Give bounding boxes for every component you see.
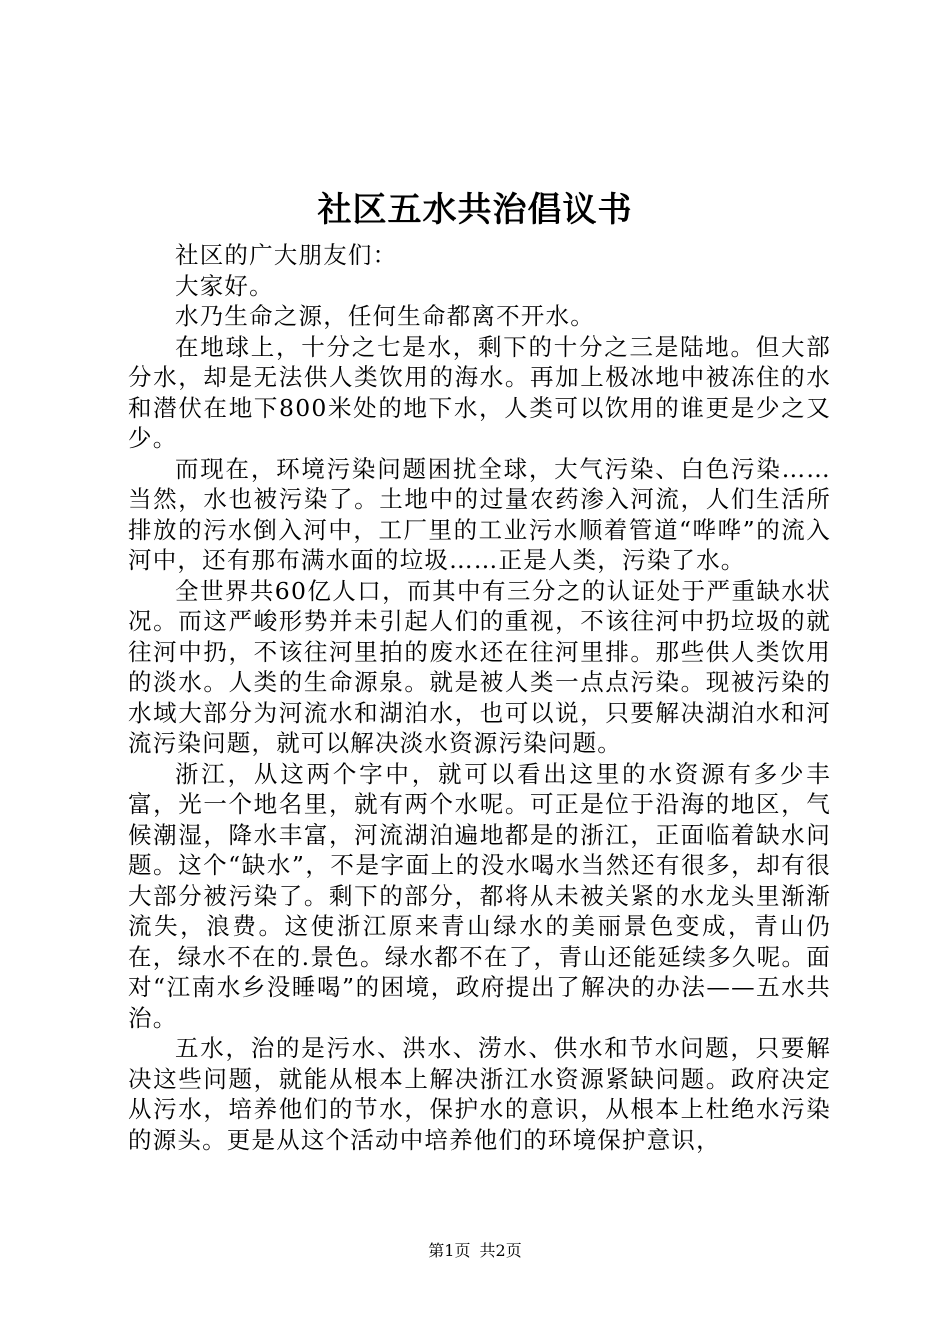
paragraph-hello: 大家好。 [175,271,274,300]
paragraph-greeting: 社区的广大朋友们： [175,241,398,269]
page-total: 共2页 [479,1241,522,1260]
document-title: 社区五水共治倡议书 [317,190,633,230]
document-body [128,240,831,1155]
page-number: 第1页 [428,1241,471,1260]
paragraph-zhejiang: 浙江，从这两个字中，就可以看出这里的水资源有多少丰富，光一个地名里，就有两个水呢。可正是位于沿海的地区，气候潮湿，降水丰富，河流湖泊遍地都是的浙江，正面临着缺水问题。这个“缺水”，不是字面上的没水喝水当然还有很多，却有很大部分被污染了。剩下的部分，都将从未被关紧的水龙头里渐渐流失，浪费。这使浙江原来青山绿水的美丽景色变成，青山仍在，绿水不在的.景色。绿水都不在了，青山还能延续多久呢。面对“江南水乡没睡喝”的困境，政府提出了解决的办法——五水共治。 [128,759,831,1032]
paragraph-world-shortage: 全世界共60亿人口，而其中有三分之的认证处于严重缺水状况。而这严峻形势并未引起人们的重视，不该往河中扔垃圾的就往河中扔，不该往河里拍的废水还在往河里排。那些供人类饮用的淡水。人类的生命源泉。就是被人类一点点污染。现被污染的水域大部分为河流水和湖泊水，也可以说，只要解决湖泊水和河流污染问题，就可以解决淡水资源污染问题。 [128,576,831,757]
paragraph-five-waters: 五水，治的是污水、洪水、涝水、供水和节水问题，只要解决这些问题，就能从根本上解决浙江水资源紧缺问题。政府决定从污水，培养他们的节水，保护水的意识，从根本上杜绝水污染的源头。更是从这个活动中培养他们的环境保护意识， [128,1034,831,1154]
paragraph-pollution: 而现在，环境污染问题困扰全球，大气污染、白色污染……当然，水也被污染了。土地中的过量农药渗入河流，人们生活所排放的污水倒入河中，工厂里的工业污水顺着管道“哗哗”的流入河中，还有那布满水面的垃圾……正是人类，污染了水。 [128,454,831,574]
paragraph-intro: 水乃生命之源，任何生命都离不开水。 [175,302,595,330]
page-footer [0,1240,950,1262]
paragraph-earth-water: 在地球上，十分之七是水，剩下的十分之三是陆地。但大部分水，却是无法供人类饮用的海水。再加上极冰地中被冻住的水和潜伏在地下800米处的地下水，人类可以饮用的谁更是少之又少。 [128,332,831,452]
